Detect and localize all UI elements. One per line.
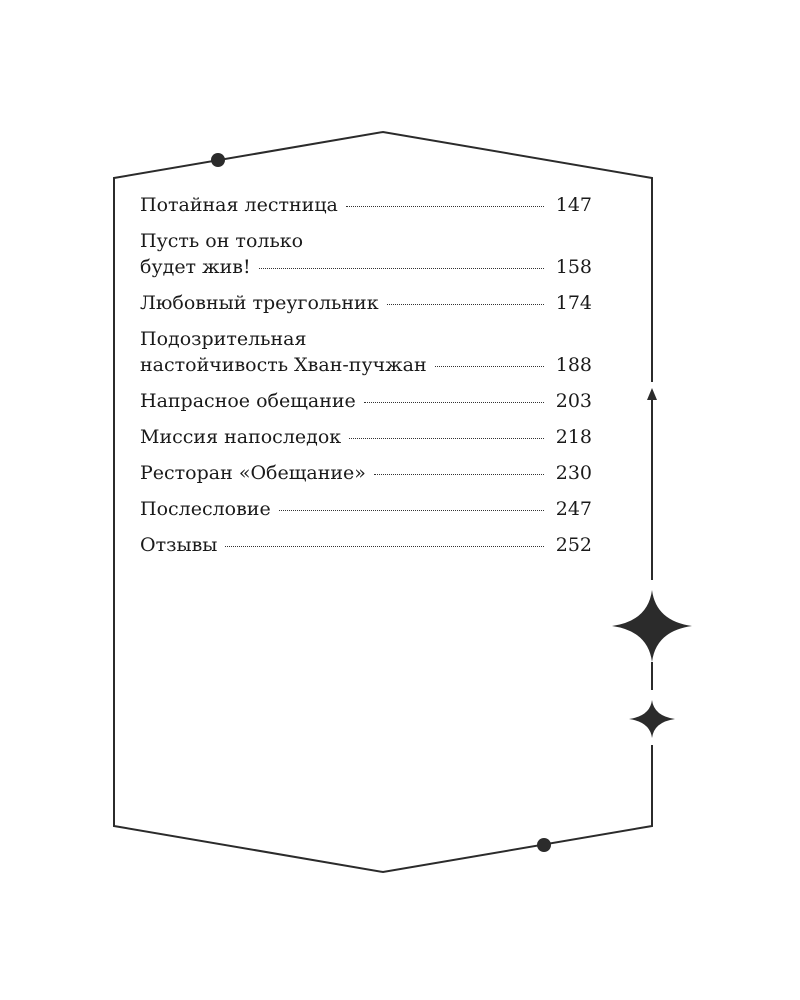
dot-leader	[364, 402, 544, 403]
toc-entry-line	[140, 532, 592, 558]
toc-entry-title: Послесловие	[140, 498, 271, 520]
toc-entry	[140, 496, 592, 532]
toc-page-number: 252	[555, 534, 592, 556]
toc-page-number: 230	[555, 462, 592, 484]
toc-entry-title: Напрасное обещание	[140, 390, 356, 412]
toc-entry	[140, 424, 592, 460]
toc-entry	[140, 532, 592, 568]
toc-entry	[140, 192, 592, 228]
toc-page-number: 247	[555, 498, 592, 520]
toc-entry-line	[140, 496, 592, 522]
arrow-up-icon	[647, 388, 657, 400]
toc-entry-line	[140, 254, 592, 280]
toc-entry-title: настойчивость Хван-пучжан	[140, 354, 427, 376]
toc-page-number: 188	[555, 354, 592, 376]
toc-entry-title: будет жив!	[140, 256, 251, 278]
dot-icon	[211, 153, 225, 167]
toc-page-number: 203	[555, 390, 592, 412]
toc-entry-title: Миссия напоследок	[140, 426, 342, 448]
dot-icon	[537, 838, 551, 852]
dot-leader	[279, 510, 544, 511]
toc-entry-line	[140, 326, 592, 352]
toc-entry	[140, 228, 592, 290]
toc-entry-line	[140, 228, 592, 254]
dot-leader	[435, 366, 544, 367]
toc-entry	[140, 326, 592, 388]
toc-page-number: 174	[555, 292, 592, 314]
dot-leader	[259, 268, 544, 269]
table-of-contents	[140, 192, 592, 568]
toc-entry-title: Потайная лестница	[140, 194, 338, 216]
toc-entry-line	[140, 192, 592, 218]
dot-leader	[225, 546, 544, 547]
toc-page-number: 218	[555, 426, 592, 448]
toc-entry	[140, 388, 592, 424]
dot-leader	[346, 206, 544, 207]
toc-entry	[140, 460, 592, 496]
toc-entry-line	[140, 424, 592, 450]
toc-page-number: 158	[555, 256, 592, 278]
four-point-star-icon	[629, 700, 675, 738]
toc-entry-title: Ресторан «Обещание»	[140, 462, 366, 484]
dot-leader	[374, 474, 544, 475]
toc-entry-line	[140, 460, 592, 486]
toc-entry	[140, 290, 592, 326]
dot-leader	[387, 304, 544, 305]
toc-entry-title: Любовный треугольник	[140, 292, 379, 314]
toc-entry-title: Пусть он только	[140, 230, 304, 252]
toc-entry-line	[140, 388, 592, 414]
toc-entry-title: Подозрительная	[140, 328, 307, 350]
four-point-star-icon	[612, 590, 692, 662]
toc-page-number: 147	[555, 194, 592, 216]
toc-entry-line	[140, 352, 592, 378]
dot-leader	[349, 438, 544, 439]
toc-entry-line	[140, 290, 592, 316]
toc-entry-title: Отзывы	[140, 534, 218, 556]
